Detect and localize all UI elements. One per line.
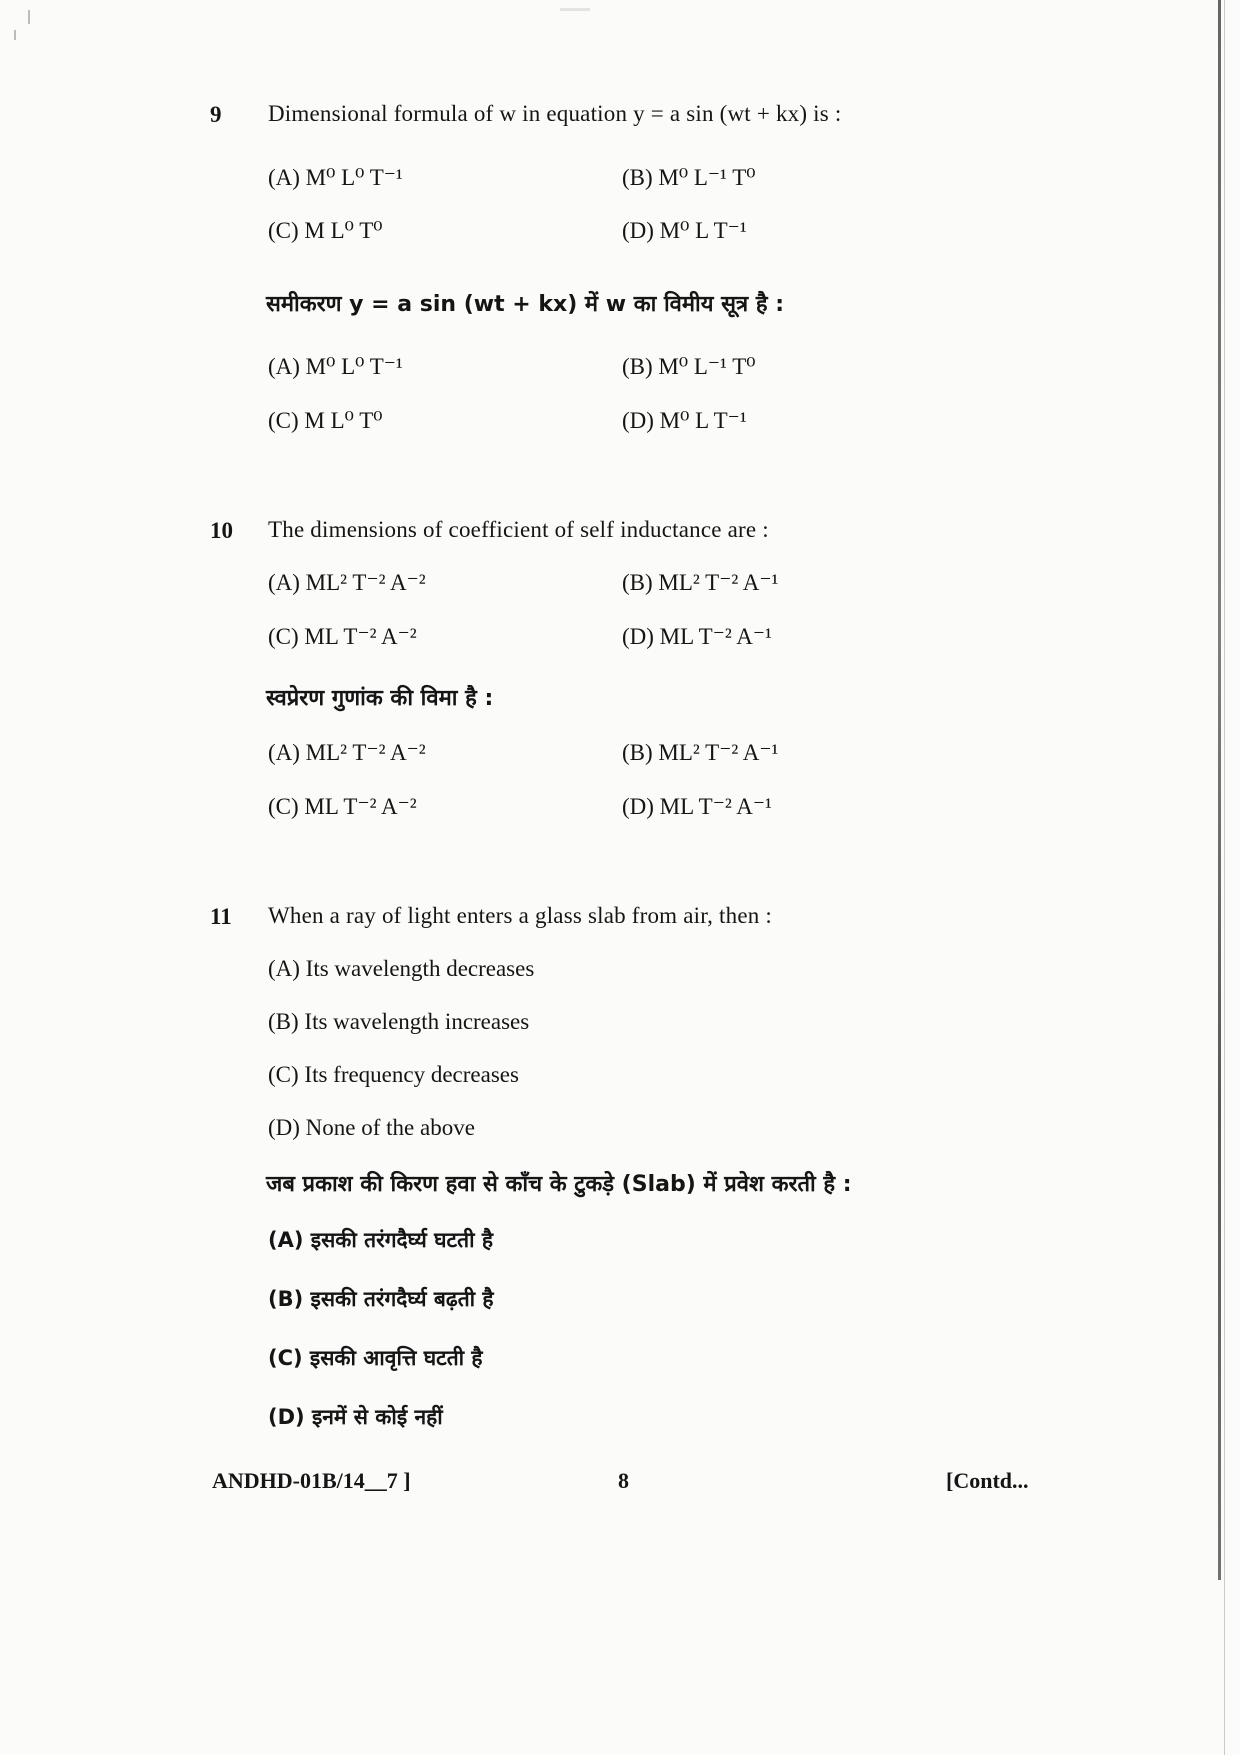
scan-edge-shadow (1218, 0, 1221, 1580)
option-c-hindi: (C) ML T⁻² A⁻² (268, 794, 417, 819)
paper-code: ANDHD-01B/14__7 ] (212, 1468, 411, 1493)
question-stem: The dimensions of coefficient of self inductance are : (268, 517, 769, 542)
question-stem: When a ray of light enters a glass slab from air, then : (268, 903, 772, 928)
page-number: 8 (618, 1468, 629, 1493)
question-stem-hindi: जब प्रकाश की किरण हवा से काँच के टुकड़े (Slab) में प्रवेश करती है : (266, 1172, 852, 1197)
option-c: (C) M L⁰ T⁰ (268, 218, 383, 243)
option-b-hindi: (B) M⁰ L⁻¹ T⁰ (622, 354, 756, 379)
option-d-hindi: (D) M⁰ L T⁻¹ (622, 408, 747, 433)
question-stem: Dimensional formula of w in equation y = a sin (wt + kx) is : (268, 101, 842, 126)
option-a: (A) Its wavelength decreases (268, 956, 535, 981)
option-b: (B) ML² T⁻² A⁻¹ (622, 570, 779, 595)
option-a-hindi: (A) इसकी तरंगदैर्घ्य घटती है (268, 1228, 494, 1252)
option-c: (C) ML T⁻² A⁻² (268, 624, 417, 649)
question-number: 10 (210, 518, 233, 543)
question-stem-hindi: स्वप्रेरण गुणांक की विमा है : (266, 686, 494, 711)
option-b-hindi: (B) इसकी तरंगदैर्घ्य बढ़ती है (268, 1287, 494, 1311)
scan-speck (560, 8, 590, 11)
option-a: (A) M⁰ L⁰ T⁻¹ (268, 165, 403, 190)
scan-speck (28, 10, 30, 24)
option-c-hindi: (C) इसकी आवृत्ति घटती है (268, 1346, 483, 1370)
option-b: (B) M⁰ L⁻¹ T⁰ (622, 165, 756, 190)
option-a-hindi: (A) ML² T⁻² A⁻² (268, 740, 426, 765)
option-d-hindi: (D) ML T⁻² A⁻¹ (622, 794, 772, 819)
question-number: 11 (210, 904, 232, 929)
question-stem-hindi: समीकरण y = a sin (wt + kx) में w का विमीय सूत्र है : (266, 292, 784, 317)
option-b-hindi: (B) ML² T⁻² A⁻¹ (622, 740, 779, 765)
option-c-hindi: (C) M L⁰ T⁰ (268, 408, 383, 433)
scan-edge-line (1224, 0, 1225, 1755)
continued-label: [Contd... (946, 1468, 1029, 1493)
option-d-hindi: (D) इनमें से कोई नहीं (268, 1405, 443, 1429)
option-d: (D) M⁰ L T⁻¹ (622, 218, 747, 243)
option-d: (D) None of the above (268, 1115, 475, 1140)
question-number: 9 (210, 102, 222, 127)
option-a-hindi: (A) M⁰ L⁰ T⁻¹ (268, 354, 403, 379)
option-a: (A) ML² T⁻² A⁻² (268, 570, 426, 595)
option-b: (B) Its wavelength increases (268, 1009, 530, 1034)
option-c: (C) Its frequency decreases (268, 1062, 519, 1087)
option-d: (D) ML T⁻² A⁻¹ (622, 624, 772, 649)
scan-speck (14, 30, 16, 40)
